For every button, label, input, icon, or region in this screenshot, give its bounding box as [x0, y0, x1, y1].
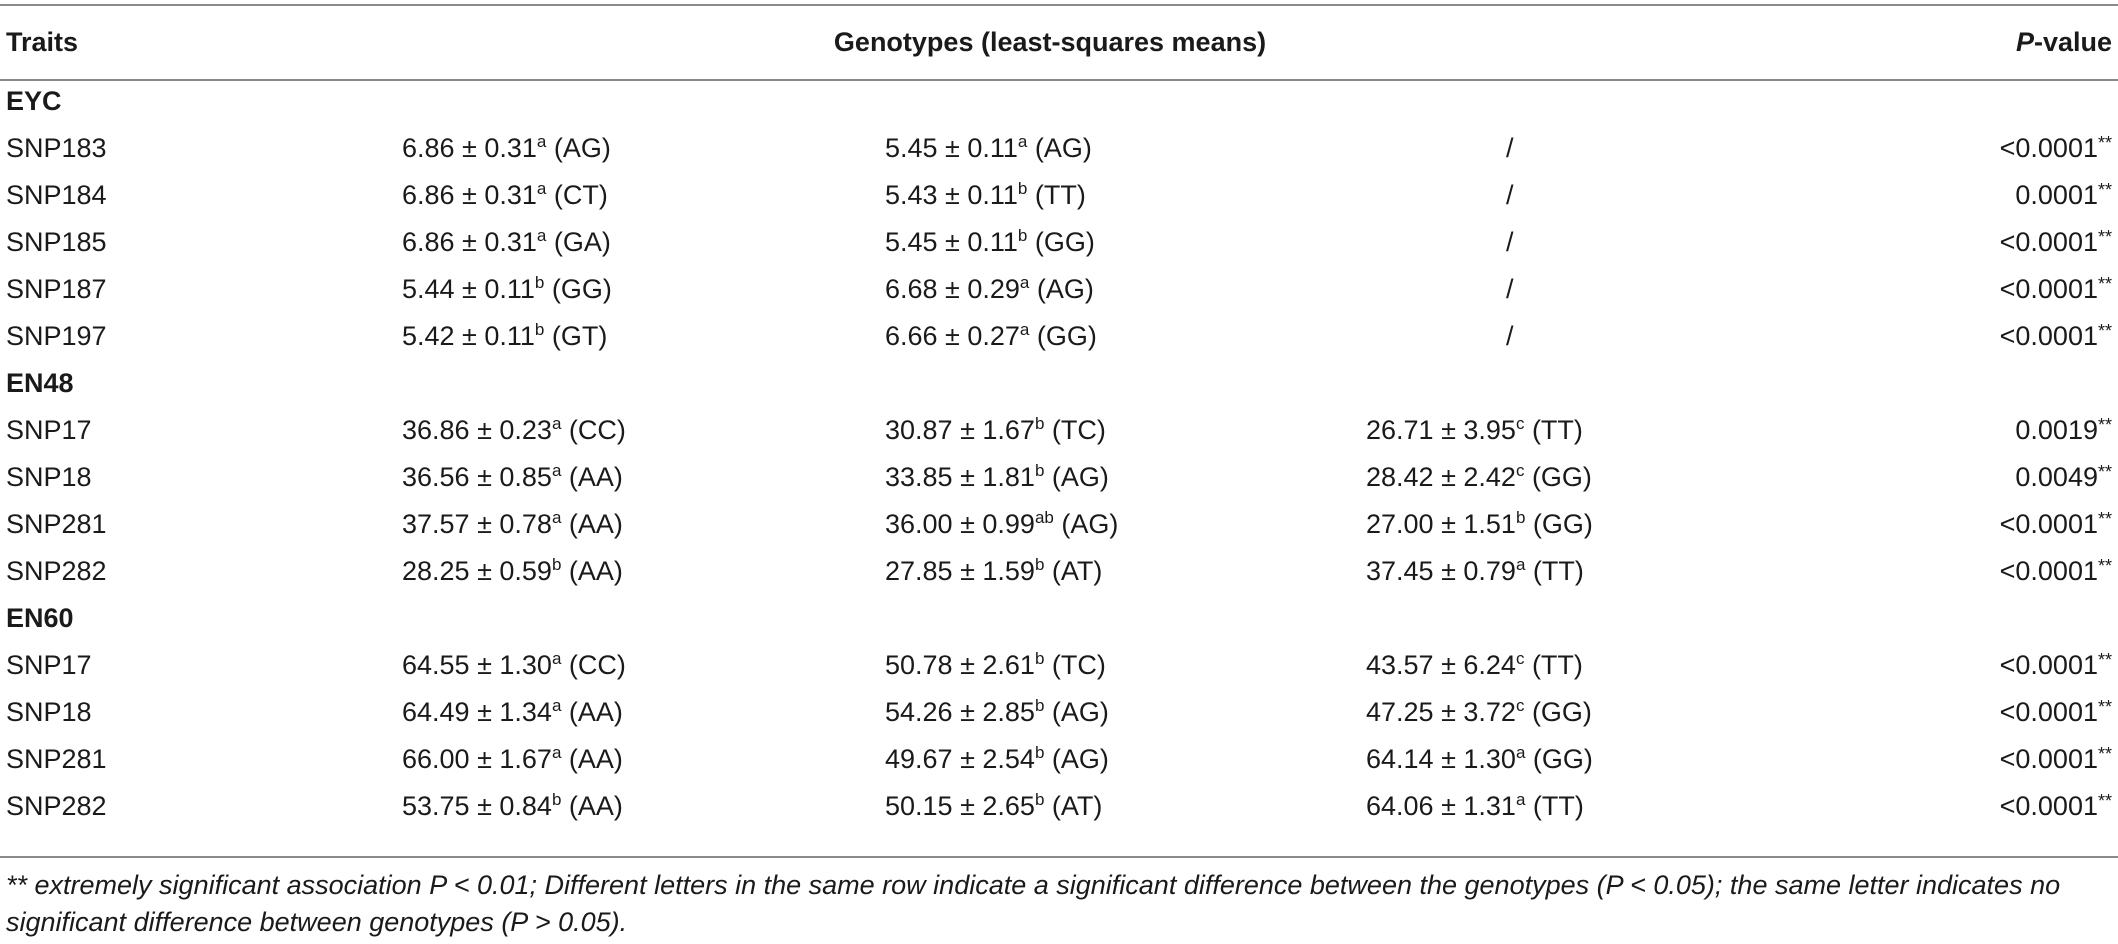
group-letter: c	[1515, 649, 1525, 668]
snp-name: SNP197	[6, 321, 107, 351]
genotype-3-cell: 28.42 ± 2.42$^c$ (GG)	[1366, 461, 1592, 492]
significance-mark: **	[2097, 133, 2112, 153]
genotype-2-cell: 54.26 ± 2.85$^b$ (AG)	[885, 696, 1109, 727]
group-letter: c	[1515, 696, 1525, 715]
group-letter: a	[1017, 132, 1028, 151]
group-letter: a	[1515, 790, 1526, 809]
genotype-3-empty: /	[1506, 227, 1514, 257]
snp-name: SNP183	[6, 133, 107, 163]
p-value-cell: <0.0001**	[1999, 321, 2112, 351]
table-row	[0, 783, 2118, 830]
genotype-1-cell: 5.42 ± 0.11$^b$ (GT)	[402, 320, 608, 351]
genotype-2-cell: 5.45 ± 0.11$^a$ (AG)	[885, 132, 1092, 163]
genotype-2-cell: 6.68 ± 0.29$^a$ (AG)	[885, 273, 1094, 304]
header-traits: Traits	[6, 26, 79, 57]
genotype-3-cell: 64.06 ± 1.31$^a$ (TT)	[1366, 790, 1584, 821]
genotype-2-cell: 50.78 ± 2.61$^b$ (TC)	[885, 649, 1106, 680]
genotype-2-cell: 5.43 ± 0.11$^b$ (TT)	[885, 179, 1086, 210]
significance-mark: **	[2097, 415, 2112, 435]
genotype-1-cell: 36.86 ± 0.23$^a$ (CC)	[402, 414, 626, 445]
snp-name: SNP187	[6, 274, 107, 304]
snp-name: SNP18	[6, 462, 92, 492]
genotype-1-cell: 53.75 ± 0.84$^b$ (AA)	[402, 790, 623, 821]
table-row	[0, 313, 2118, 360]
genotype-table	[0, 6, 2118, 830]
genotype-2-cell: 36.00 ± 0.99$^{ab}$ (AG)	[885, 508, 1119, 539]
group-letter: a	[551, 649, 562, 668]
genotype-1-cell: 6.86 ± 0.31$^a$ (GA)	[402, 226, 611, 257]
genotype-3-empty: /	[1506, 321, 1514, 351]
genotype-2-cell: 33.85 ± 1.81$^b$ (AG)	[885, 461, 1109, 492]
table-row	[0, 219, 2118, 266]
genotype-2-cell: 49.67 ± 2.54$^b$ (AG)	[885, 743, 1109, 774]
group-letter: b	[1034, 790, 1045, 809]
genotype-1-cell: 6.86 ± 0.31$^a$ (CT)	[402, 179, 608, 210]
significance-mark: **	[2097, 274, 2112, 294]
group-letter: a	[551, 461, 562, 480]
group-letter: a	[551, 743, 562, 762]
group-letter: b	[1515, 508, 1526, 527]
genotype-3-empty: /	[1506, 133, 1514, 163]
snp-name: SNP17	[6, 415, 92, 445]
p-value-cell: <0.0001**	[1999, 556, 2112, 586]
table-row	[0, 454, 2118, 501]
genotype-1-cell: 5.44 ± 0.11$^b$ (GG)	[402, 273, 612, 304]
group-letter: ab	[1034, 508, 1054, 527]
genotype-2-cell: 50.15 ± 2.65$^b$ (AT)	[885, 790, 1103, 821]
trait-group-row	[0, 360, 2118, 407]
snp-name: SNP281	[6, 509, 107, 539]
trait-group-name: EN48	[6, 368, 74, 398]
group-letter: a	[1019, 320, 1030, 339]
group-letter: a	[536, 179, 547, 198]
p-value-cell: <0.0001**	[1999, 650, 2112, 680]
significance-mark: **	[2097, 556, 2112, 576]
group-letter: a	[536, 132, 547, 151]
snp-name: SNP18	[6, 697, 92, 727]
group-letter: b	[1034, 649, 1045, 668]
group-letter: a	[551, 414, 562, 433]
table-row	[0, 172, 2118, 219]
group-letter: a	[1515, 555, 1526, 574]
p-value-cell: 0.0001**	[2015, 180, 2112, 210]
genotype-1-cell: 66.00 ± 1.67$^a$ (AA)	[402, 743, 623, 774]
table-row	[0, 642, 2118, 689]
p-value-cell: 0.0019**	[2015, 415, 2112, 445]
significance-mark: **	[2097, 791, 2112, 811]
genotype-3-cell: 37.45 ± 0.79$^a$ (TT)	[1366, 555, 1584, 586]
table-row	[0, 407, 2118, 454]
group-letter: b	[551, 555, 562, 574]
trait-group-name: EYC	[6, 86, 62, 116]
significance-mark: **	[2097, 650, 2112, 670]
significance-mark: **	[2097, 321, 2112, 341]
table-row	[0, 689, 2118, 736]
p-value-cell: <0.0001**	[1999, 744, 2112, 774]
group-letter: a	[551, 696, 562, 715]
snp-name: SNP281	[6, 744, 107, 774]
group-letter: a	[536, 226, 547, 245]
table-footnote: ** extremely significant association P < 0.01; Different letters in the same row indicate a significant difference between the genotypes (P < 0.05); the same letter indicates no significant difference between genotypes (P > 0.05).	[6, 870, 2061, 937]
genotype-2-cell: 30.87 ± 1.67$^b$ (TC)	[885, 414, 1106, 445]
group-letter: b	[1034, 743, 1045, 762]
group-letter: b	[1034, 414, 1045, 433]
group-letter: a	[1515, 743, 1526, 762]
p-value-cell: <0.0001**	[1999, 509, 2112, 539]
group-letter: b	[551, 790, 562, 809]
snp-name: SNP282	[6, 556, 107, 586]
genotype-1-cell: 6.86 ± 0.31$^a$ (AG)	[402, 132, 611, 163]
significance-mark: **	[2097, 227, 2112, 247]
snp-name: SNP282	[6, 791, 107, 821]
snp-name: SNP184	[6, 180, 107, 210]
genotype-3-cell: 47.25 ± 3.72$^c$ (GG)	[1366, 696, 1592, 727]
group-letter: b	[1017, 179, 1028, 198]
snp-name: SNP17	[6, 650, 92, 680]
group-letter: b	[534, 320, 545, 339]
group-letter: b	[1017, 226, 1028, 245]
significance-mark: **	[2097, 744, 2112, 764]
table-row	[0, 125, 2118, 172]
p-value-cell: <0.0001**	[1999, 227, 2112, 257]
genotype-1-cell: 36.56 ± 0.85$^a$ (AA)	[402, 461, 623, 492]
group-letter: a	[551, 508, 562, 527]
significance-mark: **	[2097, 180, 2112, 200]
table-row	[0, 501, 2118, 548]
group-letter: c	[1515, 461, 1525, 480]
header-genotypes: Genotypes (least-squares means)	[833, 26, 1267, 57]
group-letter: c	[1515, 414, 1525, 433]
table-header-row	[0, 6, 2118, 78]
header-pvalue: P-value	[2015, 26, 2112, 57]
genotype-2-cell: 6.66 ± 0.27$^a$ (GG)	[885, 320, 1097, 351]
significance-mark: **	[2097, 697, 2112, 717]
group-letter: b	[534, 273, 545, 292]
genotype-3-cell: 27.00 ± 1.51$^b$ (GG)	[1366, 508, 1593, 539]
snp-name: SNP185	[6, 227, 107, 257]
group-letter: b	[1034, 461, 1045, 480]
p-value-cell: 0.0049**	[2015, 462, 2112, 492]
table-bottom-rule	[0, 856, 2118, 858]
genotype-3-cell: 64.14 ± 1.30$^a$ (GG)	[1366, 743, 1593, 774]
significance-mark: **	[2097, 509, 2112, 529]
p-value-cell: <0.0001**	[1999, 274, 2112, 304]
genotype-3-cell: 26.71 ± 3.95$^c$ (TT)	[1366, 414, 1583, 445]
genotype-1-cell: 37.57 ± 0.78$^a$ (AA)	[402, 508, 623, 539]
genotype-1-cell: 64.49 ± 1.34$^a$ (AA)	[402, 696, 623, 727]
p-value-cell: <0.0001**	[1999, 133, 2112, 163]
group-letter: b	[1034, 555, 1045, 574]
group-letter: b	[1034, 696, 1045, 715]
table-row	[0, 736, 2118, 783]
genotype-3-empty: /	[1506, 180, 1514, 210]
genotype-2-cell: 5.45 ± 0.11$^b$ (GG)	[885, 226, 1095, 257]
table-row	[0, 548, 2118, 595]
genotype-1-cell: 64.55 ± 1.30$^a$ (CC)	[402, 649, 626, 680]
p-value-cell: <0.0001**	[1999, 791, 2112, 821]
genotype-1-cell: 28.25 ± 0.59$^b$ (AA)	[402, 555, 623, 586]
genotype-3-empty: /	[1506, 274, 1514, 304]
genotype-2-cell: 27.85 ± 1.59$^b$ (AT)	[885, 555, 1103, 586]
trait-group-row	[0, 78, 2118, 125]
genotype-3-cell: 43.57 ± 6.24$^c$ (TT)	[1366, 649, 1583, 680]
trait-group-row	[0, 595, 2118, 642]
significance-mark: **	[2097, 462, 2112, 482]
p-value-cell: <0.0001**	[1999, 697, 2112, 727]
table-row	[0, 266, 2118, 313]
table-body	[0, 78, 2118, 830]
group-letter: a	[1019, 273, 1030, 292]
trait-group-name: EN60	[6, 603, 74, 633]
